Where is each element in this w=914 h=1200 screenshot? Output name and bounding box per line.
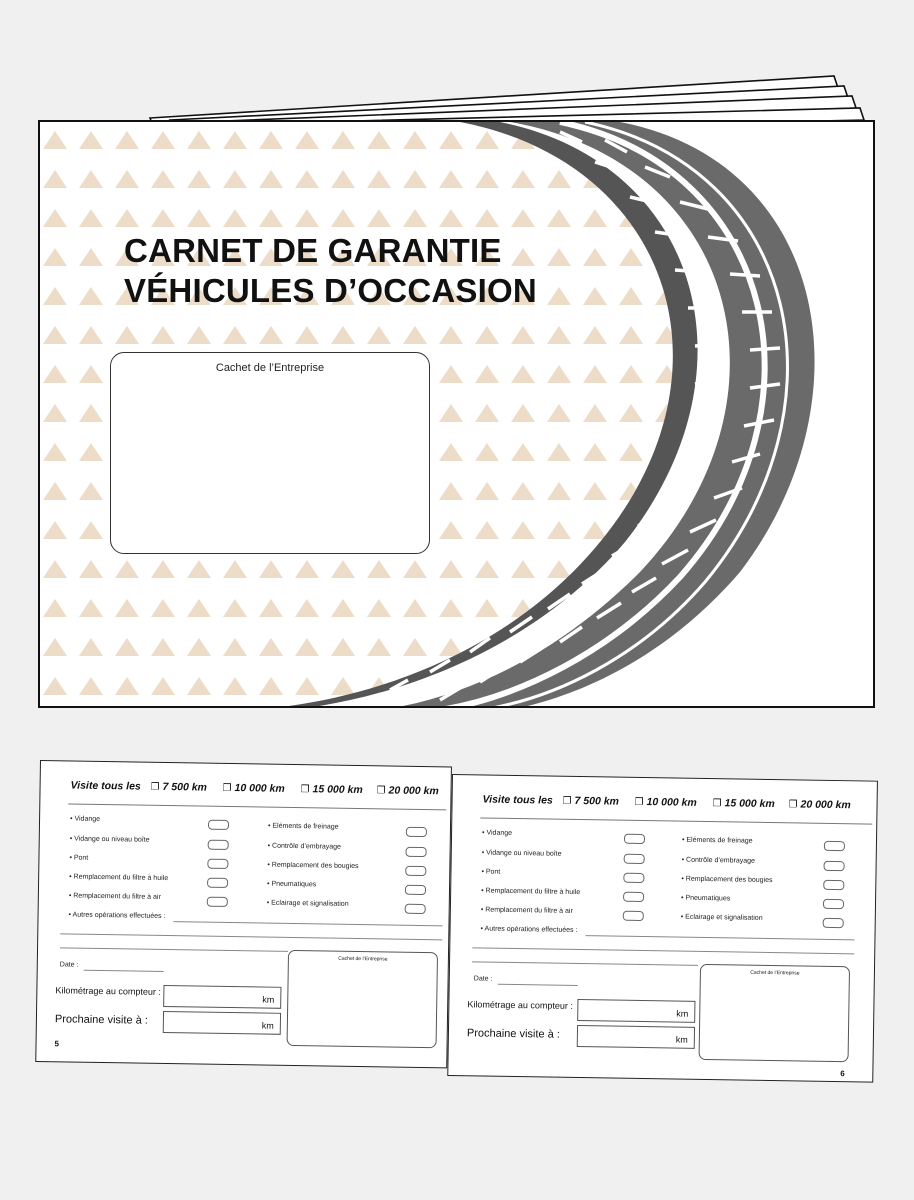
- op-checkbox[interactable]: [208, 820, 229, 830]
- mileage-field[interactable]: [577, 999, 695, 1023]
- op-checkbox[interactable]: [623, 873, 644, 883]
- company-stamp-box: [110, 352, 430, 554]
- km-unit: km: [676, 1008, 689, 1019]
- interval-20000: ❐ 20 000 km: [788, 798, 851, 812]
- checkbox-icon: ❐: [788, 799, 798, 811]
- op-item: • Eclairage et signalisation: [267, 900, 349, 908]
- cover-title-line-2: VÉHICULES D’OCCASION: [124, 272, 537, 309]
- next-visit-label: Prochaine visite à :: [54, 1013, 148, 1027]
- page-number: 6: [840, 1069, 845, 1079]
- op-checkbox[interactable]: [623, 892, 644, 902]
- visit-label: Visite tous les: [70, 779, 141, 793]
- op-item: • Pont: [481, 868, 500, 875]
- visit-interval-header: [70, 779, 444, 805]
- op-item: • Eléments de freinage: [682, 837, 753, 845]
- other-ops-line[interactable]: [472, 947, 854, 954]
- checkbox-icon: ❐: [376, 785, 386, 797]
- next-visit-field[interactable]: [163, 1011, 281, 1035]
- op-item: • Remplacement des bougies: [267, 862, 358, 870]
- op-item: • Contrôle d’embrayage: [268, 843, 341, 851]
- op-item: • Vidange: [482, 829, 512, 836]
- stamp-label: Cachet de l’Entreprise: [750, 969, 800, 977]
- op-item: • Eléments de freinage: [268, 823, 339, 831]
- op-checkbox[interactable]: [405, 866, 426, 876]
- other-ops-label: • Autres opérations effectuées :: [69, 911, 166, 920]
- visit-interval-header: [482, 793, 870, 819]
- mileage-field[interactable]: [163, 985, 281, 1009]
- booklet-page-edges: [0, 0, 914, 140]
- op-checkbox[interactable]: [824, 861, 845, 871]
- visit-label: Visite tous les: [482, 793, 553, 807]
- op-checkbox[interactable]: [624, 834, 645, 844]
- km-unit: km: [675, 1034, 688, 1045]
- checkbox-icon: ❐: [150, 781, 160, 793]
- date-label: Date :: [59, 961, 79, 969]
- op-checkbox[interactable]: [207, 859, 228, 869]
- cover-title-line-1: CARNET DE GARANTIE: [124, 232, 502, 269]
- checkbox-icon: ❐: [634, 796, 644, 809]
- interval-20000: ❐ 20 000 km: [376, 784, 439, 798]
- other-ops-line[interactable]: [60, 947, 288, 952]
- op-item: • Remplacement du filtre à huile: [481, 887, 580, 896]
- other-ops-label: • Autres opérations effectuées :: [481, 925, 578, 934]
- op-checkbox[interactable]: [208, 840, 229, 850]
- checkbox-icon: ❐: [300, 784, 310, 796]
- op-checkbox[interactable]: [406, 847, 427, 857]
- op-item: • Remplacement des bougies: [681, 876, 772, 884]
- company-stamp-box: [699, 964, 850, 1062]
- date-field[interactable]: [498, 984, 578, 986]
- company-stamp-box: [287, 950, 438, 1048]
- op-checkbox[interactable]: [207, 897, 228, 907]
- op-checkbox[interactable]: [207, 878, 228, 888]
- other-ops-line[interactable]: [60, 933, 442, 940]
- next-visit-label: Prochaine visite à :: [466, 1027, 560, 1041]
- next-visit-field[interactable]: [577, 1025, 695, 1049]
- op-item: • Eclairage et signalisation: [681, 914, 763, 922]
- op-checkbox[interactable]: [624, 854, 645, 864]
- other-ops-line[interactable]: [472, 961, 698, 966]
- km-unit: km: [262, 994, 275, 1005]
- op-item: • Pont: [69, 854, 88, 861]
- interval-15000: ❐ 15 000 km: [300, 783, 363, 797]
- checkbox-icon: ❐: [222, 782, 232, 795]
- op-item: • Vidange ou niveau boîte: [70, 835, 150, 843]
- op-checkbox[interactable]: [623, 911, 644, 921]
- op-checkbox[interactable]: [823, 880, 844, 890]
- interval-7500: ❐ 7 500 km: [150, 780, 208, 794]
- stamp-label: Cachet de l’Entreprise: [338, 955, 388, 963]
- interval-10000: ❐ 10 000 km: [222, 782, 285, 795]
- op-item: • Remplacement du filtre à air: [69, 892, 161, 900]
- checkbox-icon: ❐: [712, 798, 722, 810]
- mileage-label: Kilométrage au compteur :: [467, 999, 574, 1011]
- booklet-page-6: [447, 774, 878, 1083]
- op-item: • Vidange ou niveau boîte: [482, 849, 562, 857]
- op-item: • Remplacement du filtre à air: [481, 906, 573, 914]
- op-item: • Pneumatiques: [681, 895, 730, 903]
- op-checkbox[interactable]: [405, 904, 426, 914]
- op-checkbox[interactable]: [823, 918, 844, 928]
- checkbox-icon: ❐: [562, 795, 572, 807]
- booklet-cover: [38, 120, 875, 708]
- operations-right: [680, 837, 832, 939]
- interval-7500: ❐ 7 500 km: [562, 794, 620, 808]
- booklet-page-5: [35, 760, 452, 1068]
- page-number: 5: [54, 1039, 60, 1049]
- op-item: • Pneumatiques: [267, 881, 316, 889]
- op-checkbox[interactable]: [823, 899, 844, 909]
- op-item: • Contrôle d’embrayage: [682, 857, 755, 865]
- interval-15000: ❐ 15 000 km: [712, 797, 775, 811]
- mileage-label: Kilométrage au compteur :: [55, 985, 162, 997]
- op-item: • Remplacement du filtre à huile: [69, 873, 168, 882]
- op-checkbox[interactable]: [824, 841, 845, 851]
- stamp-label: Cachet de l’Entreprise: [215, 362, 325, 374]
- date-label: Date :: [473, 975, 493, 983]
- op-checkbox[interactable]: [406, 827, 427, 837]
- op-item: • Vidange: [70, 815, 100, 822]
- op-checkbox[interactable]: [405, 885, 426, 895]
- operations-right: [266, 823, 418, 925]
- km-unit: km: [261, 1020, 274, 1031]
- date-field[interactable]: [84, 970, 164, 972]
- interval-10000: ❐ 10 000 km: [634, 796, 697, 809]
